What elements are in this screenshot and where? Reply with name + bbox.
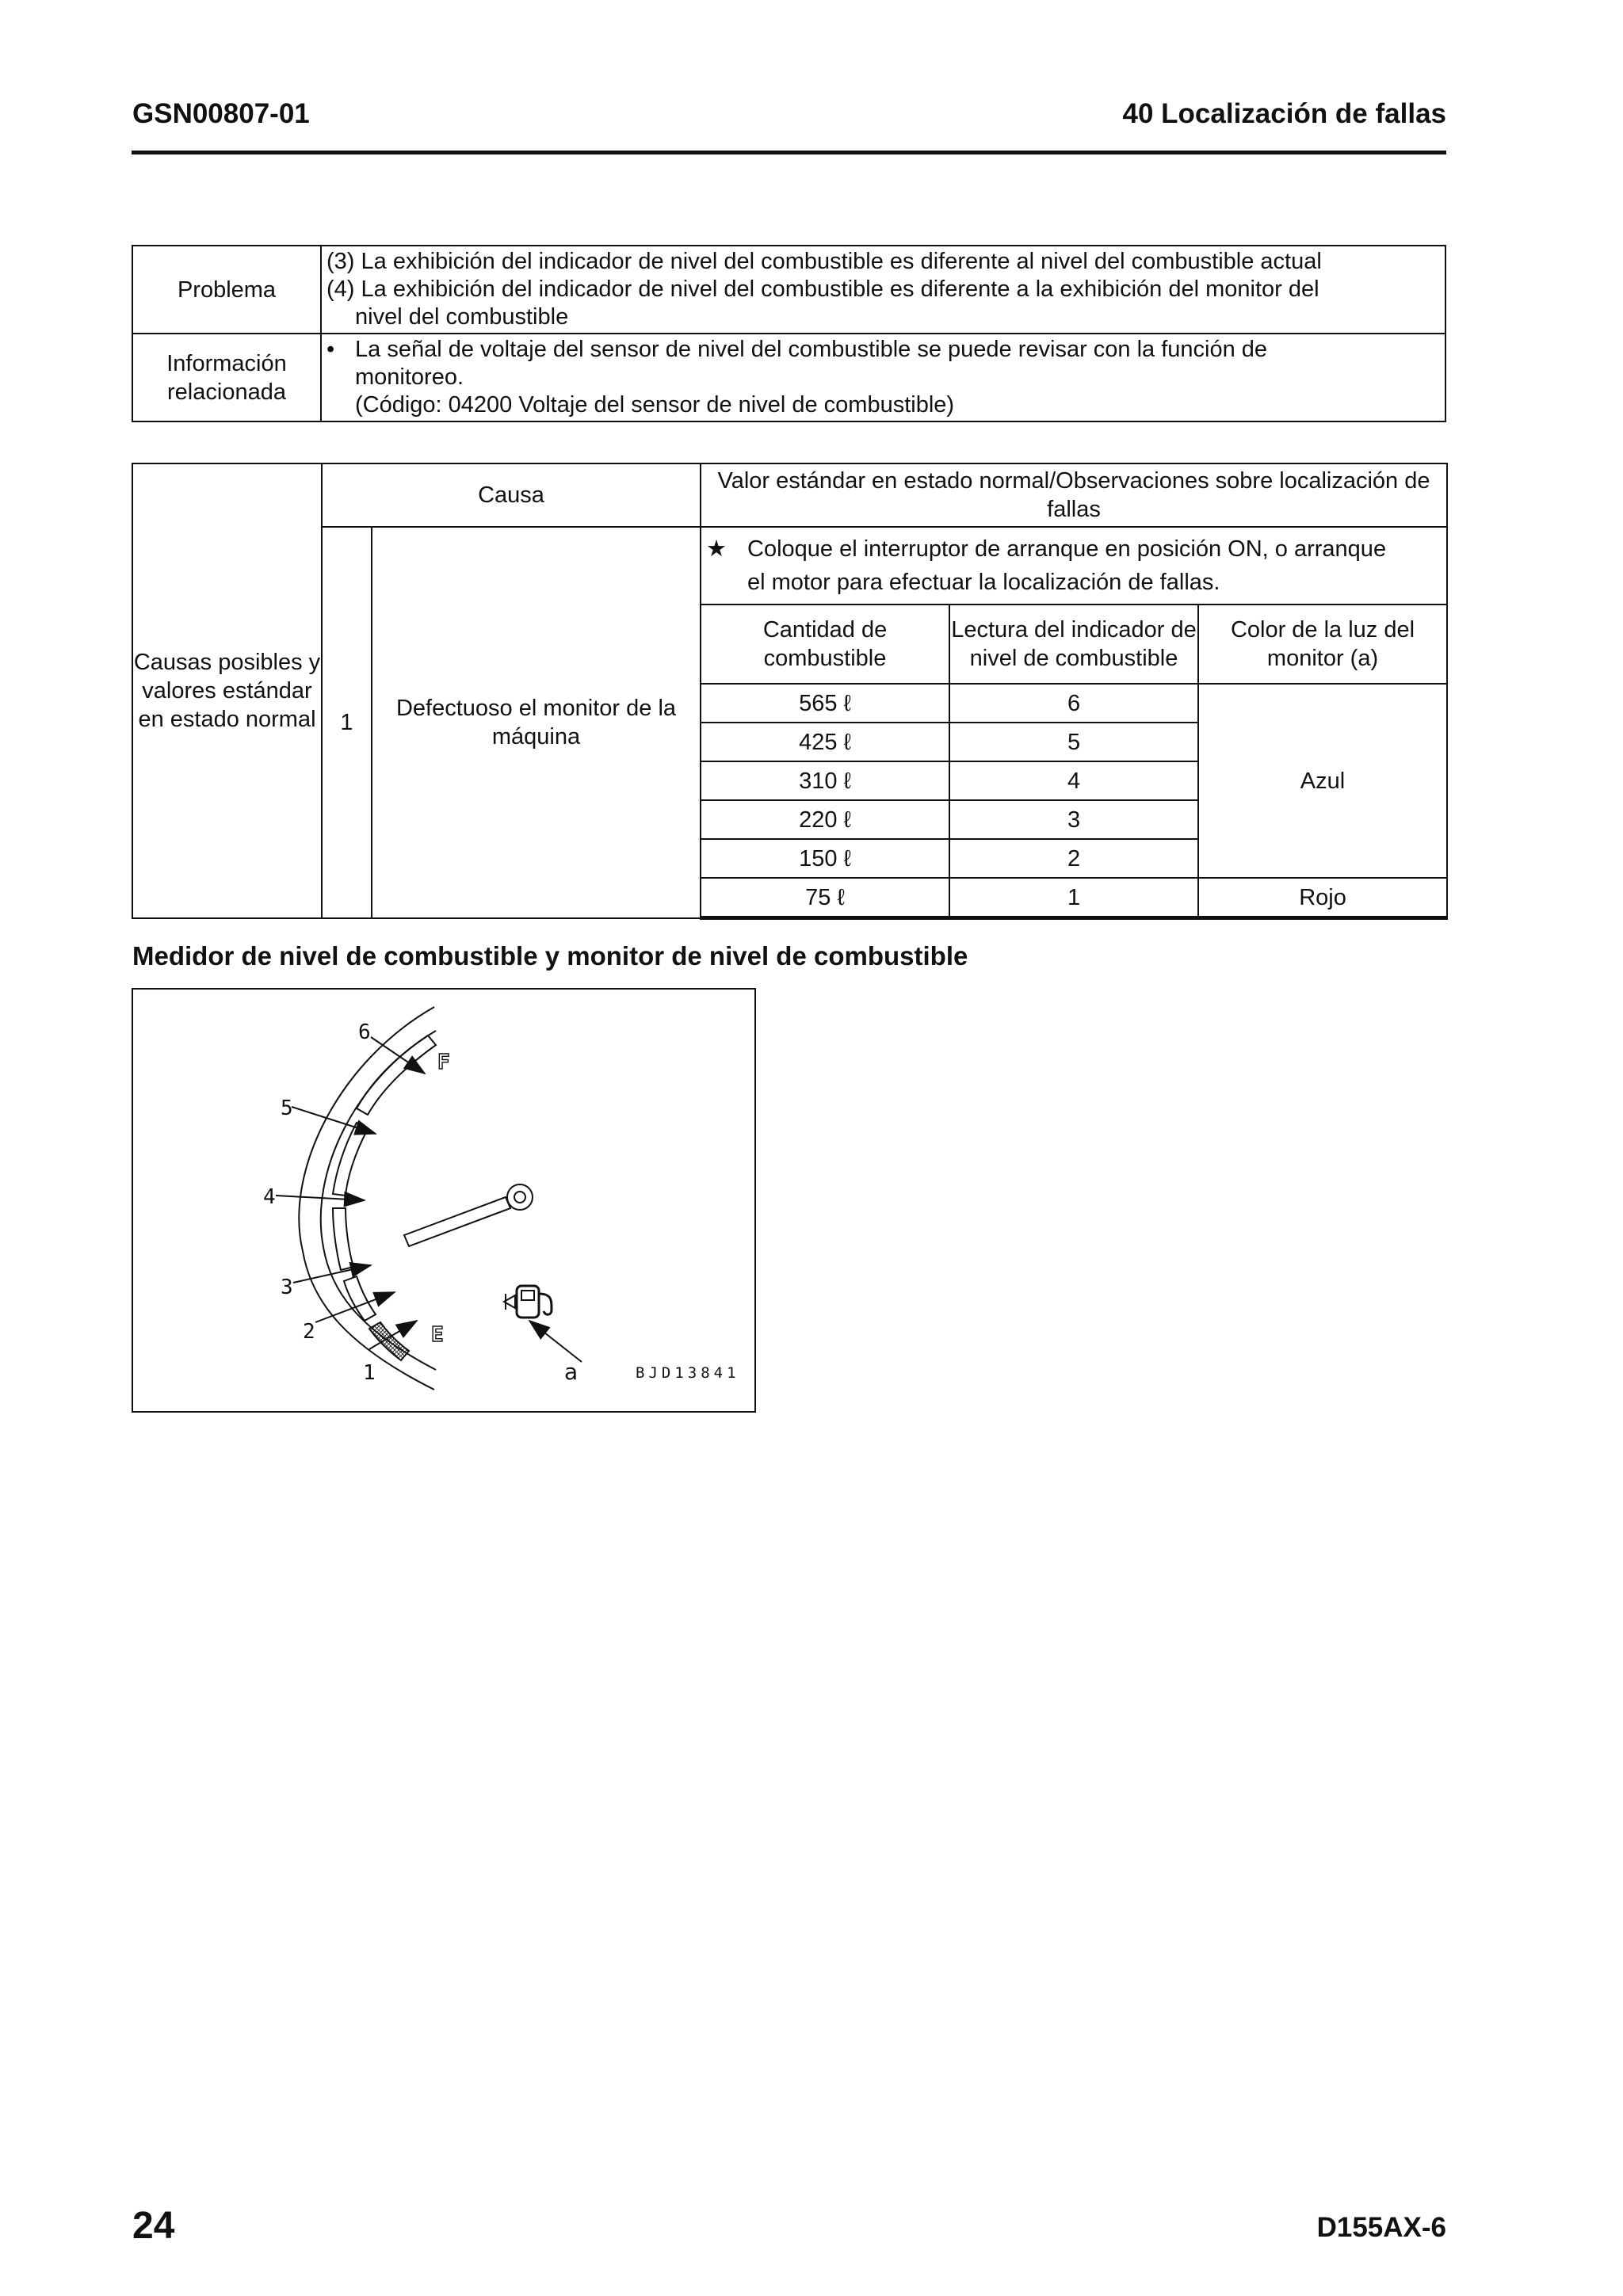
problem-text	[321, 246, 1445, 334]
gauge-reading: 4	[949, 761, 1198, 800]
problem-line-4: (4) La exhibición del indicador de nivel del combustible es diferente a la exhibición del monitor del	[327, 277, 1319, 302]
label-2: 2	[303, 1320, 315, 1344]
col-header-reading: Lectura del indicador de nivel de combustible	[949, 605, 1198, 684]
fuel-gauge-icon	[133, 990, 756, 1413]
problem-row	[132, 246, 1445, 334]
fuel-quantity: 565 ℓ	[701, 684, 949, 723]
problem-line-4-cont: nivel del combustible	[355, 304, 569, 330]
problem-label: Problema	[132, 246, 321, 334]
cause-header-row	[132, 463, 1447, 527]
related-line-2: monitoreo.	[355, 364, 464, 390]
value-header: Valor estándar en estado normal/Observaciones sobre localización de fallas	[701, 463, 1447, 527]
empty-mark: E	[431, 1323, 444, 1347]
fuel-quantity: 75 ℓ	[701, 878, 949, 918]
fuel-quantity: 150 ℓ	[701, 839, 949, 878]
fuel-pump-icon	[504, 1286, 552, 1318]
gauge-reading: 2	[949, 839, 1198, 878]
label-6: 6	[358, 1020, 371, 1044]
col-header-color: Color de la luz del monitor (a)	[1198, 605, 1447, 684]
col-header-quantity: Cantidad de combustible	[701, 605, 949, 684]
monitor-color-red: Rojo	[1198, 878, 1447, 918]
note-line-2: el motor para efectuar la localización de fallas.	[747, 570, 1220, 595]
fuel-quantity: 425 ℓ	[701, 723, 949, 761]
monitor-color-blue: Azul	[1198, 684, 1447, 878]
figure-title: Medidor de nivel de combustible y monitor de nivel de combustible	[132, 941, 968, 971]
page-number: 24	[132, 2205, 175, 2247]
fuel-gauge-figure	[132, 988, 756, 1413]
document-code: GSN00807-01	[132, 98, 310, 129]
related-bullet-item	[327, 336, 1440, 364]
full-mark: F	[437, 1051, 450, 1074]
star-icon: ★	[706, 536, 727, 562]
fuel-quantity: 220 ℓ	[701, 800, 949, 839]
note-text-1: Coloque el interruptor de arranque en posición ON, o arranque	[747, 536, 1387, 562]
model-code: D155AX-6	[1316, 2212, 1446, 2243]
note-row	[132, 527, 1447, 605]
cause-header: Causa	[322, 463, 701, 527]
label-a: a	[564, 1359, 579, 1385]
related-line-1: La señal de voltaje del sensor de nivel del combustible se puede revisar con la función de	[355, 337, 1268, 362]
related-line-3: (Código: 04200 Voltaje del sensor de nivel de combustible)	[355, 392, 955, 418]
problem-line-3: (3) La exhibición del indicador de nivel del combustible es diferente al nivel del combustible actual	[327, 249, 1322, 274]
note-line-1	[706, 532, 1442, 566]
cause-number: 1	[322, 527, 372, 918]
label-5: 5	[281, 1097, 293, 1120]
gauge-reading: 5	[949, 723, 1198, 761]
gauge-reading: 1	[949, 878, 1198, 918]
gauge-reading: 3	[949, 800, 1198, 839]
fuel-quantity: 310 ℓ	[701, 761, 949, 800]
label-1: 1	[363, 1361, 376, 1385]
gauge-reading: 6	[949, 684, 1198, 723]
label-4: 4	[263, 1185, 276, 1209]
cause-text: Defectuoso el monitor de la máquina	[372, 527, 701, 918]
related-info-row	[132, 334, 1445, 421]
procedure-note	[701, 527, 1447, 605]
causes-label: Causas posibles y valores estándar en estado normal	[132, 463, 322, 918]
header-rule	[132, 151, 1446, 154]
bullet: •	[327, 337, 335, 362]
related-info-text	[321, 334, 1445, 421]
cause-table	[132, 463, 1448, 920]
section-title: 40 Localización de fallas	[1122, 98, 1446, 129]
label-3: 3	[281, 1276, 293, 1299]
figure-code: BJD13841	[636, 1364, 740, 1382]
related-info-label: Información relacionada	[132, 334, 321, 421]
problem-table	[132, 245, 1446, 422]
